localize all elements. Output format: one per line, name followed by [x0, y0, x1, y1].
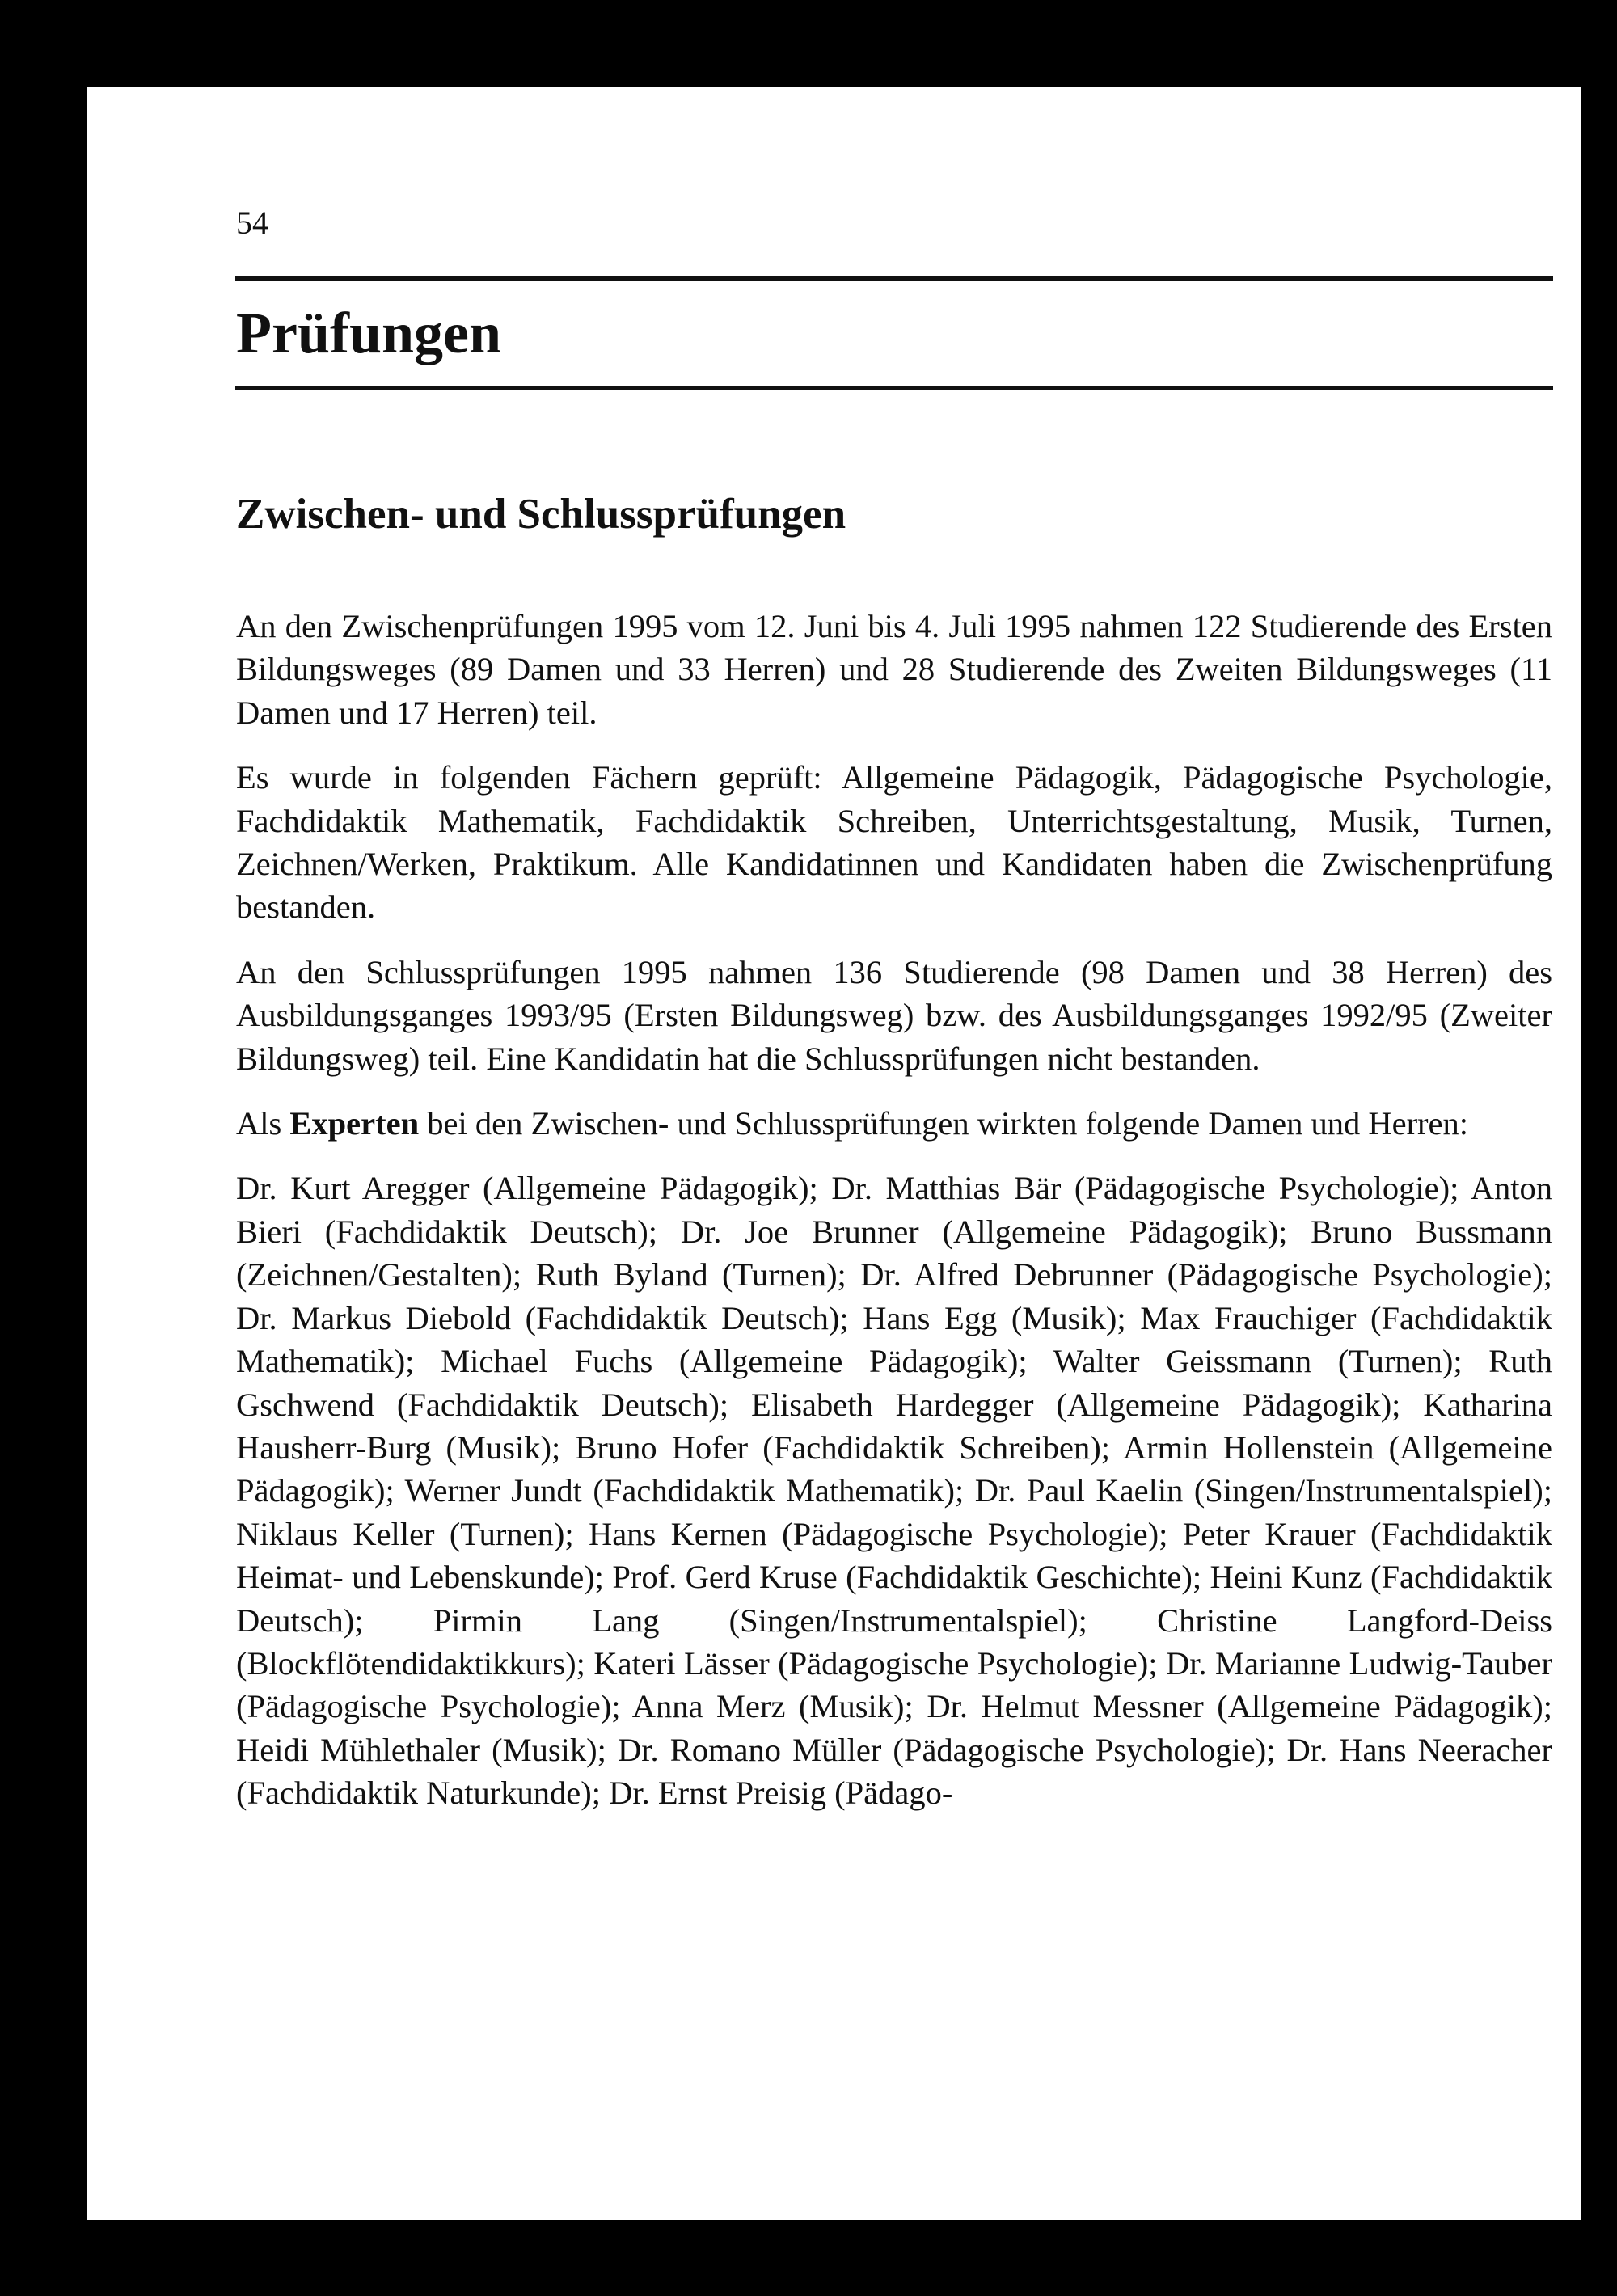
paragraph-experts-list: Dr. Kurt Aregger (Allgemeine Pädagogik); Dr. Matthias Bär (Pädagogische Psychologie); Anton Bieri (Fachdidaktik Deutsch); Dr. Joe Brunner (Allgemeine Pädagogik); Bruno Bussmann (Zeichnen/Gestalten); Ruth Byland (Turnen); Dr. Alfred Debrunner (Pädagogische Psychologie); Dr. Markus Diebold (Fachdidaktik Deutsch); Hans Egg (Musik); Max Frauchiger (Fachdidaktik Mathematik); Michael Fuchs (Allgemeine Pädagogik); Walter Geissmann (Turnen); Ruth Gschwend (Fachdidaktik Deutsch); Elisabeth Hardegger (Allgemeine Pädagogik); Katharina Hausherr-Burg (Musik); Bruno Hofer (Fachdidaktik Schreiben); Armin Hollenstein (Allgemeine Pädagogik); Werner Jundt (Fachdidaktik Mathematik); Dr. Paul Kaelin (Singen/Instrumentalspiel); Niklaus Keller (Turnen); Hans Kernen (Pädagogische Psychologie); Peter Krauer (Fachdidaktik Heimat- und Lebenskunde); Prof. Gerd Kruse (Fachdidaktik Geschichte); Heini Kunz (Fachdidaktik Deutsch); Pirmin Lang (Singen/Instrumentalspiel); Christine Langford-Deiss (Blockflötendidaktikkurs); Kateri Lässer (Pädagogische Psychologie); Dr. Marianne Ludwig-Tauber (Pädagogische Psychologie); Anna Merz (Musik); Dr. Helmut Messner (Allgemeine Pädagogik); Heidi Mühlethaler (Musik); Dr. Romano Müller (Pädagogische Psychologie); Dr. Hans Neeracher (Fachdidaktik Naturkunde); Dr. Ernst Preisig (Pädago-	[236, 1170, 1552, 1812]
page-title: Prüfungen	[236, 301, 502, 365]
header-rule-bottom	[235, 386, 1553, 390]
page-number: 54	[236, 205, 268, 241]
paragraph-exam-subjects: Es wurde in folgenden Fächern geprüft: Allgemeine Pädagogik, Pädagogische Psychologie, Fachdidaktik Mathematik, Fachdidaktik Schreiben, Unterrichtsgestaltung, Musik, Turnen, Zeichnen/Werken, Praktikum. Alle Kandidatinnen und Kandidaten haben die Zwischenprüfung bestanden.	[236, 759, 1552, 926]
paragraph-final-exams: An den Schlussprüfungen 1995 nahmen 136 Studierende (98 Damen und 38 Herren) des Ausbildungsganges 1993/95 (Ersten Bildungsweg) bzw. des Ausbildungsganges 1992/95 (Zweiter Bildungsweg) teil. Eine Kandidatin hat die Schlussprüfungen nicht bestanden.	[236, 953, 1552, 1077]
paragraph-intermediate-exams: An den Zwischenprüfungen 1995 vom 12. Juni bis 4. Juli 1995 nahmen 122 Studierende des Ersten Bildungsweges (89 Damen und 33 Herren) und 28 Studierende des Zweiten Bildungsweges (11 Damen und 17 Herren) teil.	[236, 608, 1552, 731]
header-rule-top	[235, 276, 1553, 281]
experts-intro-bold: Experten	[289, 1105, 420, 1142]
experts-intro-before: Als	[236, 1105, 290, 1142]
body-text	[236, 605, 1552, 1837]
paragraph-experts-intro	[236, 1102, 1552, 1145]
document-page	[87, 87, 1581, 2220]
experts-intro-after: bei den Zwischen- und Schlussprüfungen wirkten folgende Damen und Herren:	[419, 1105, 1469, 1142]
section-title: Zwischen- und Schlussprüfungen	[236, 491, 846, 538]
